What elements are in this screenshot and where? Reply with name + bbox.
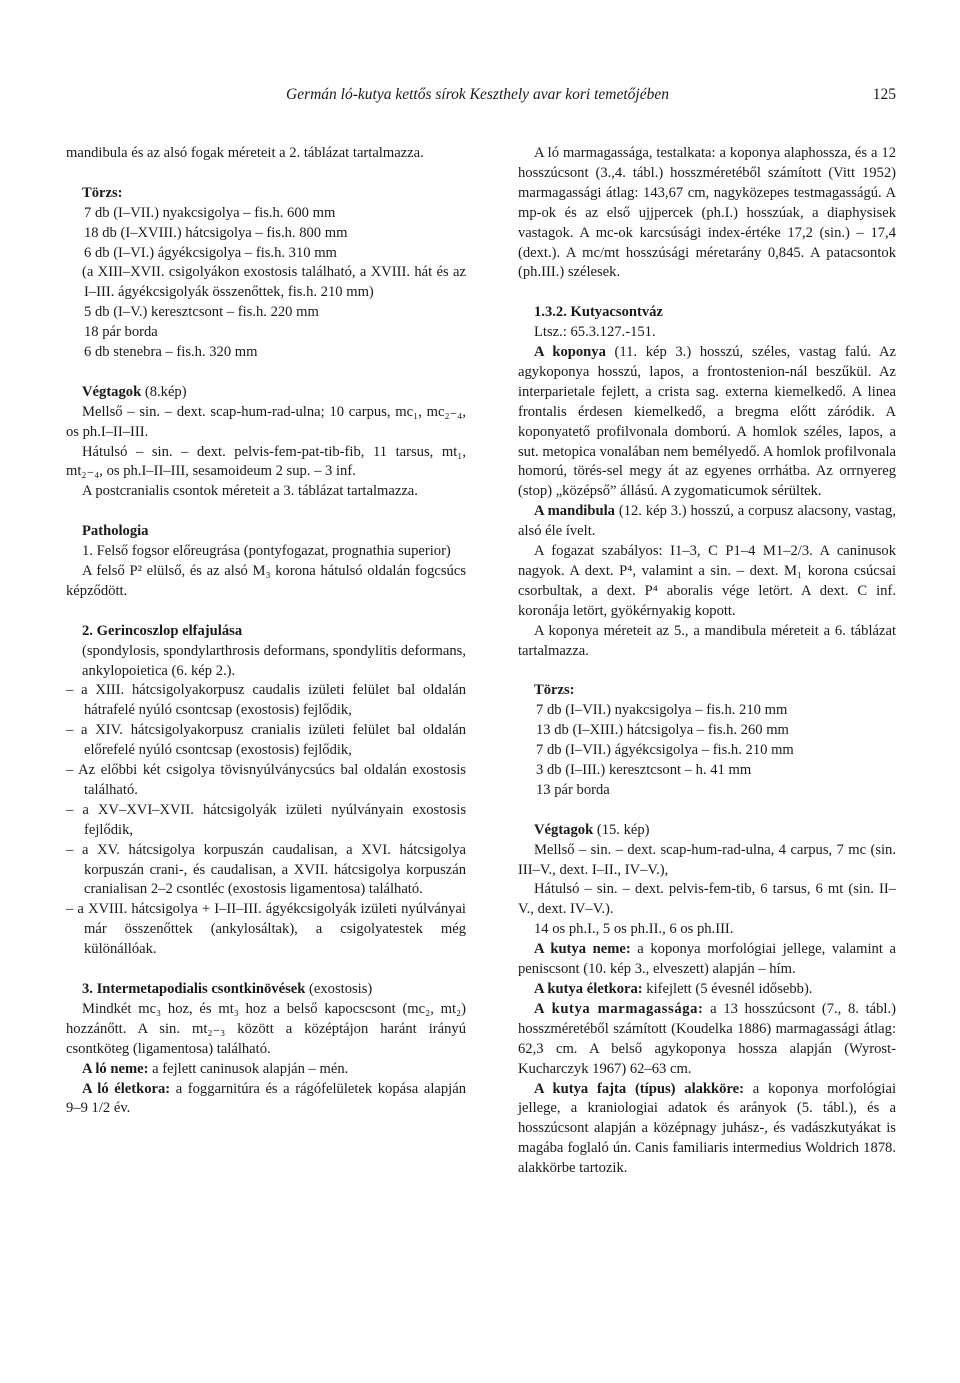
list-item: 13 db (I–XIII.) hátcsigolya – fis.h. 260 mm (536, 722, 789, 739)
vegtagok-heading (66, 383, 466, 403)
page-number: 125 (872, 86, 896, 103)
inventory-number: Ltsz.: 65.3.127.-151. (534, 324, 656, 341)
horse-age-text: a foggarnitúra és a rágófelületek kopása alapján 9–9 1/2 év. (66, 1080, 466, 1117)
list-item: – a XVIII. hátcsigolya + I–II–III. ágyékcsigolyák izületi nyúlványai már összenőttek (ankylosáltak), a csigolyatestek még különállóak. (66, 901, 466, 958)
pathology-3-heading (66, 980, 466, 1000)
dog-age-text: kifejlett (5 évesnél idősebb). (646, 981, 813, 998)
skull-paragraph (518, 343, 896, 502)
dog-mellso-paragraph: Mellső – sin. – dext. scap-hum-rad-ulna, 4 carpus, 7 mc (sin. III–V., dext. I–II., IV–V.), (518, 841, 896, 878)
list-item: 3 db (I–III.) keresztcsont – h. 41 mm (536, 762, 752, 779)
list-item: – Az előbbi két csigolya tövisnyúlványcsúcs bal oldalán exostosis található. (66, 762, 466, 798)
vegtagok-title: Végtagok (82, 383, 142, 400)
vegtagok-ref: (8.kép) (144, 383, 187, 400)
horse-age-paragraph (66, 1080, 466, 1120)
horse-age-label: A ló életkora: (82, 1080, 171, 1097)
list-item: – a XIV. hátcsigolyakorpusz cranialis izületi felület bal oldalán előrefelé nyúló csontcsap (exostosis) fejlődik, (66, 722, 466, 759)
torzs-list-continued (66, 303, 466, 363)
dog-height-label: A kutya marmagassága: (534, 1000, 704, 1017)
dentition-paragraph: A fogazat szabályos: I1–3, C P1–4 M1–2/3. A caninusok nagyok. A dext. P⁴, valamint a sin. – dext. M₁ korona csúcsai csorbultak, a dext. P⁴ aboralis vége letört. A dext. C inf. koronája letört, gyökérnyakig kopott. (518, 543, 896, 619)
dog-hatulso-paragraph: Hátulsó – sin. – dext. pelvis-fem-tib, 6 tarsus, 6 mt (sin. II–V., dext. IV–V.). (518, 881, 896, 918)
dog-torzs-heading: Törzs: (534, 682, 575, 699)
dog-age-paragraph (518, 980, 896, 1000)
right-column (518, 144, 896, 1179)
dog-sex-text: a koponya morfológiai jellege, valamint a peniscsont (10. kép 3., elveszett) alapján – hím. (518, 941, 896, 978)
section-title: 1.3.2. Kutyacsontváz (534, 304, 663, 321)
dog-phalanges-paragraph: 14 os ph.I., 5 os ph.II., 6 os ph.III. (534, 921, 734, 938)
dog-breed-text: a koponya morfológiai jellege, a kraniologiai adatok és arányok (5. tábl.), és a hosszúcsont alapján a középnagy juhász-, és vadászkutyákat is magába foglaló ún. Canis familiaris intermedius Woldrich 1878. alakkörbe tartozik. (518, 1080, 896, 1177)
list-item: – a XV–XVI–XVII. hátcsigolyák izületi nyúlványain exostosis fejlődik, (66, 801, 466, 838)
intro-paragraph: mandibula és az alsó fogak méreteit a 2. táblázat tartalmazza. (66, 145, 424, 161)
dog-vegtagok-title: Végtagok (534, 821, 594, 838)
mellso-paragraph: Mellső – sin. – dext. scap-hum-rad-ulna; 10 carpus, mc₁, mc₂₋₄, os ph.I–II–III. (66, 403, 466, 440)
horse-sex-paragraph (66, 1060, 466, 1080)
horse-sex-text: a fejlett caninusok alapján – mén. (152, 1060, 349, 1077)
dog-torzs-list (518, 701, 896, 801)
pathologia-heading: Pathologia (82, 523, 149, 540)
list-item: – a XIII. hátcsigolyakorpusz caudalis izületi felület bal oldalán hátrafelé nyúló csontcsap (exostosis) fejlődik, (66, 682, 466, 719)
postcranialis-paragraph: A postcranialis csontok méreteit a 3. táblázat tartalmazza. (82, 483, 418, 500)
dog-vegtagok-ref: (15. kép) (596, 821, 650, 838)
torzs-heading: Törzs: (82, 184, 123, 201)
skull-ref: (11. kép 3.) (614, 344, 692, 361)
horse-height-paragraph: A ló marmagassága, testalkata: a koponya alaphossza, és a 12 hosszúcsont (3.,4. tábl.) hosszméretéből számított (Vitt 1952) marmagassági átlag: 143,67 cm, nagyközepes testmagasságú. A mp-ok és az első ujjpercek (ph.I.) hosszúak, a diaphysisek vastagok. A mc-ok karcsúsági index-értéke 17,2 (sin.) – 17,4 (dext.). A mc/mt hosszúsági méretarány 0,845. A patacsontok (ph.III.) szélesek. (518, 145, 896, 281)
skull-label: A koponya (534, 344, 606, 361)
running-title: Germán ló-kutya kettős sírok Keszthely avar kori temetőjében (286, 86, 669, 103)
hatulso-paragraph: Hátulsó – sin. – dext. pelvis-fem-pat-tib-fib, 11 tarsus, mt₁, mt₂₋₄, os ph.I–II–III, sesamoideum 2 sup. – 3 inf. (66, 443, 466, 480)
list-item: 6 db stenebra – fis.h. 320 mm (84, 344, 258, 361)
pathology-2-subtitle: (spondylosis, spondylarthrosis deformans, spondylitis deformans, ankylopoietica (6. kép 2.). (82, 642, 466, 679)
list-item: 7 db (I–VII.) ágyékcsigolya – fis.h. 210 mm (536, 742, 794, 759)
list-item: 18 db (I–XVIII.) hátcsigolya – fis.h. 800 mm (84, 224, 348, 241)
list-item: 7 db (I–VII.) nyakcsigolya – fis.h. 600 mm (84, 204, 336, 221)
dog-sex-label: A kutya neme: (534, 941, 631, 958)
measurements-paragraph: A koponya méreteit az 5., a mandibula méreteit a 6. táblázat tartalmazza. (518, 622, 896, 659)
skull-text: hosszú, széles, vastag falú. Az agykoponya hosszú, lapos, a frontostenion-nál beszűkül. Az interparietale fejlett, a crista sag. externa kiemelkedő. A linea frontalis érdesen kiemelkedő, a bregma előtt záródik. A koponyatető profilvonala domború. A homlok széles, lapos, a sut. metopica vonalában nem bemélyedő. A homlok profilvonala homorú, törés-sel megy át az egyenes orrhátba. Az orrnyereg (stop) „középső” állású. A zygomaticumok sérültek. (518, 344, 897, 500)
list-item: 18 pár borda (84, 324, 158, 341)
list-item: 6 db (I–VI.) ágyékcsigolya – fis.h. 310 mm (84, 244, 337, 261)
torzs-list (66, 204, 466, 264)
dog-height-paragraph (518, 1000, 896, 1080)
mandible-paragraph (518, 502, 896, 542)
pathology-1-body: A felső P² elülső, és az alsó M₃ korona hátulsó oldalán fogcsúcs képződött. (66, 562, 466, 599)
pathology-2-title: 2. Gerincoszlop elfajulása (82, 622, 243, 639)
pathology-1-title: 1. Felső fogsor előreugrása (pontyfogazat, prognathia superior) (82, 543, 451, 560)
horse-sex-label: A ló neme: (82, 1060, 149, 1077)
mandible-text: hosszú, a corpusz alacsony, vastag, alsó éle ívelt. (518, 503, 896, 540)
dog-height-text: a 13 hosszúcsont (7., 8. tábl.) hosszméretéből számított (Koudelka 1886) marmagassági átlag: 62,3 cm. A belső agykoponya hossza alapján (Wyrost-Kucharczyk 1967) 62–63 cm. (518, 1000, 896, 1077)
list-item: 5 db (I–V.) keresztcsont – fis.h. 220 mm (84, 304, 319, 321)
list-item: 7 db (I–VII.) nyakcsigolya – fis.h. 210 mm (536, 702, 788, 719)
running-header (66, 86, 896, 110)
dog-vegtagok-heading (518, 821, 896, 841)
pathology-3-body: Mindkét mc₃ hoz, és mt₃ hoz a belső kapocscsont (mc₂, mt₂) hozzánőtt. A sin. mt₂₋₃ között a középtájon haránt irányú csontköteg (ligamentosa) található. (66, 1000, 466, 1057)
left-column (66, 144, 466, 1119)
dog-breed-paragraph (518, 1080, 896, 1180)
list-item: – a XV. hátcsigolya korpuszán caudalisan, a XVI. hátcsigolya korpuszán crani-, és caudalisan, a XVII. hátcsigolya korpuszán cranialisan 2–2 csontléc (exostosis ligamentosa) található. (66, 841, 466, 898)
mandible-label: A mandibula (534, 503, 615, 520)
list-item: (a XIII–XVII. csigolyákon exostosis található, a XVIII. hát és az I–III. ágyékcsigolyák összenőttek, fis.h. 210 mm) (82, 264, 466, 301)
dog-age-label: A kutya életkora: (534, 981, 643, 998)
pathology-3-note: (exostosis) (309, 980, 373, 997)
mandible-ref: (12. kép 3.) (618, 503, 687, 520)
dog-sex-paragraph (518, 940, 896, 980)
list-item: 13 pár borda (536, 781, 610, 798)
dog-breed-label: A kutya fajta (típus) alakköre: (534, 1080, 744, 1097)
pathology-3-title: 3. Intermetapodialis csontkinövések (82, 980, 306, 997)
